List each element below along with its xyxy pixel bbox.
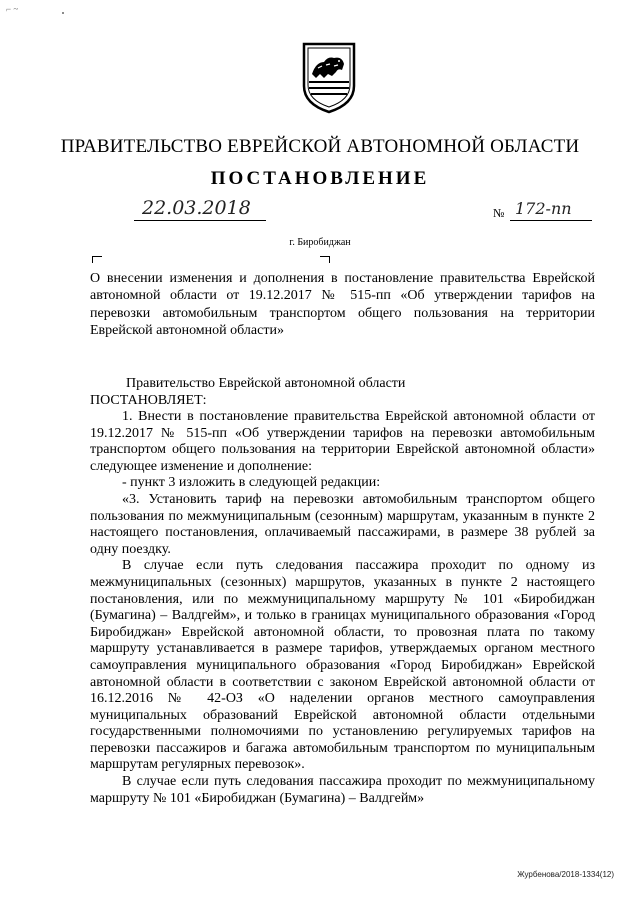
government-title: ПРАВИТЕЛЬСТВО ЕВРЕЙСКОЙ АВТОНОМНОЙ ОБЛАСТИ — [60, 136, 580, 157]
coat-of-arms-icon — [298, 40, 360, 116]
registration-footer: Журбенова/2018-1334(12) — [517, 870, 614, 879]
resolves-heading: ПОСТАНОВЛЯЕТ: — [90, 393, 207, 408]
document-body — [90, 409, 595, 807]
number-prefix: № — [493, 206, 505, 220]
city-name: г. Биробиджан — [289, 237, 351, 248]
paragraph: В случае если путь следования пассажира проходит по одному из межмуниципальных (сезонных) маршрутов, указанных в пункте 2 настоящего постановления, или по межмуниципальному маршруту № 101 «Биробиджан (Бумагина) – Валдгейм», и только в границах муниципального образования «Город Биробиджан» Еврейской автономной области, то провозная плата по такому маршруту устанавливается в размере тарифов, утверждаемых органом местного самоуправления муниципального образования «Город Биробиджан» Еврейской автономной области в соответствии с законом Еврейской автономной области от 16.12.2016 № 42-ОЗ «О наделении органов местного самоуправления муниципальных образований Еврейской автономной области отдельными государственными полномочиями по установлению регулируемых тарифов на перевозки пассажиров и багажа автомобильным транспортом по муниципальным маршрутам регулярных перевозок». — [90, 558, 595, 773]
document-subject: О внесении изменения и дополнения в постановление правительства Еврейской автономной области от 19.12.2017 № 515-пп «Об утверждении тарифов на перевозки автомобильным транспортом общего пользования на территории Еврейской автономной области» — [90, 271, 595, 338]
scan-artifact: ⌐ ~ — [6, 4, 19, 14]
paragraph: 1. Внести в постановление правительства Еврейской автономной области от 19.12.2017 № 515-пп «Об утверждении тарифов на перевозки автомобильным транспортом общего пользования на территории Еврейской автономной области» следующее изменение и дополнение: — [90, 409, 595, 474]
document-type: ПОСТАНОВЛЕНИЕ — [210, 168, 430, 189]
paragraph: В случае если путь следования пассажира проходит по межмуниципальному маршруту № 101 «Биробиджан (Бумагина) – Валдгейм» — [90, 774, 595, 806]
date-underline — [134, 220, 266, 221]
paragraph: «3. Установить тариф на перевозки автомобильным транспортом общего пользования по межмуниципальным (сезонным) маршрутам, указанным в пункте 2 настоящего постановления, оплачиваемый пассажирами, в размере 38 рублей за одну поездку. — [90, 491, 595, 557]
paragraph: - пункт 3 изложить в следующей редакции: — [122, 475, 381, 491]
document-date: 22.03.2018 — [142, 197, 251, 219]
document-number: 172-пп — [515, 199, 572, 218]
subject-bracket-right — [320, 256, 330, 263]
subject-bracket-left — [92, 256, 102, 263]
scan-dot — [62, 12, 64, 14]
government-name: Правительство Еврейской автономной области — [126, 376, 406, 391]
number-underline — [510, 220, 592, 221]
